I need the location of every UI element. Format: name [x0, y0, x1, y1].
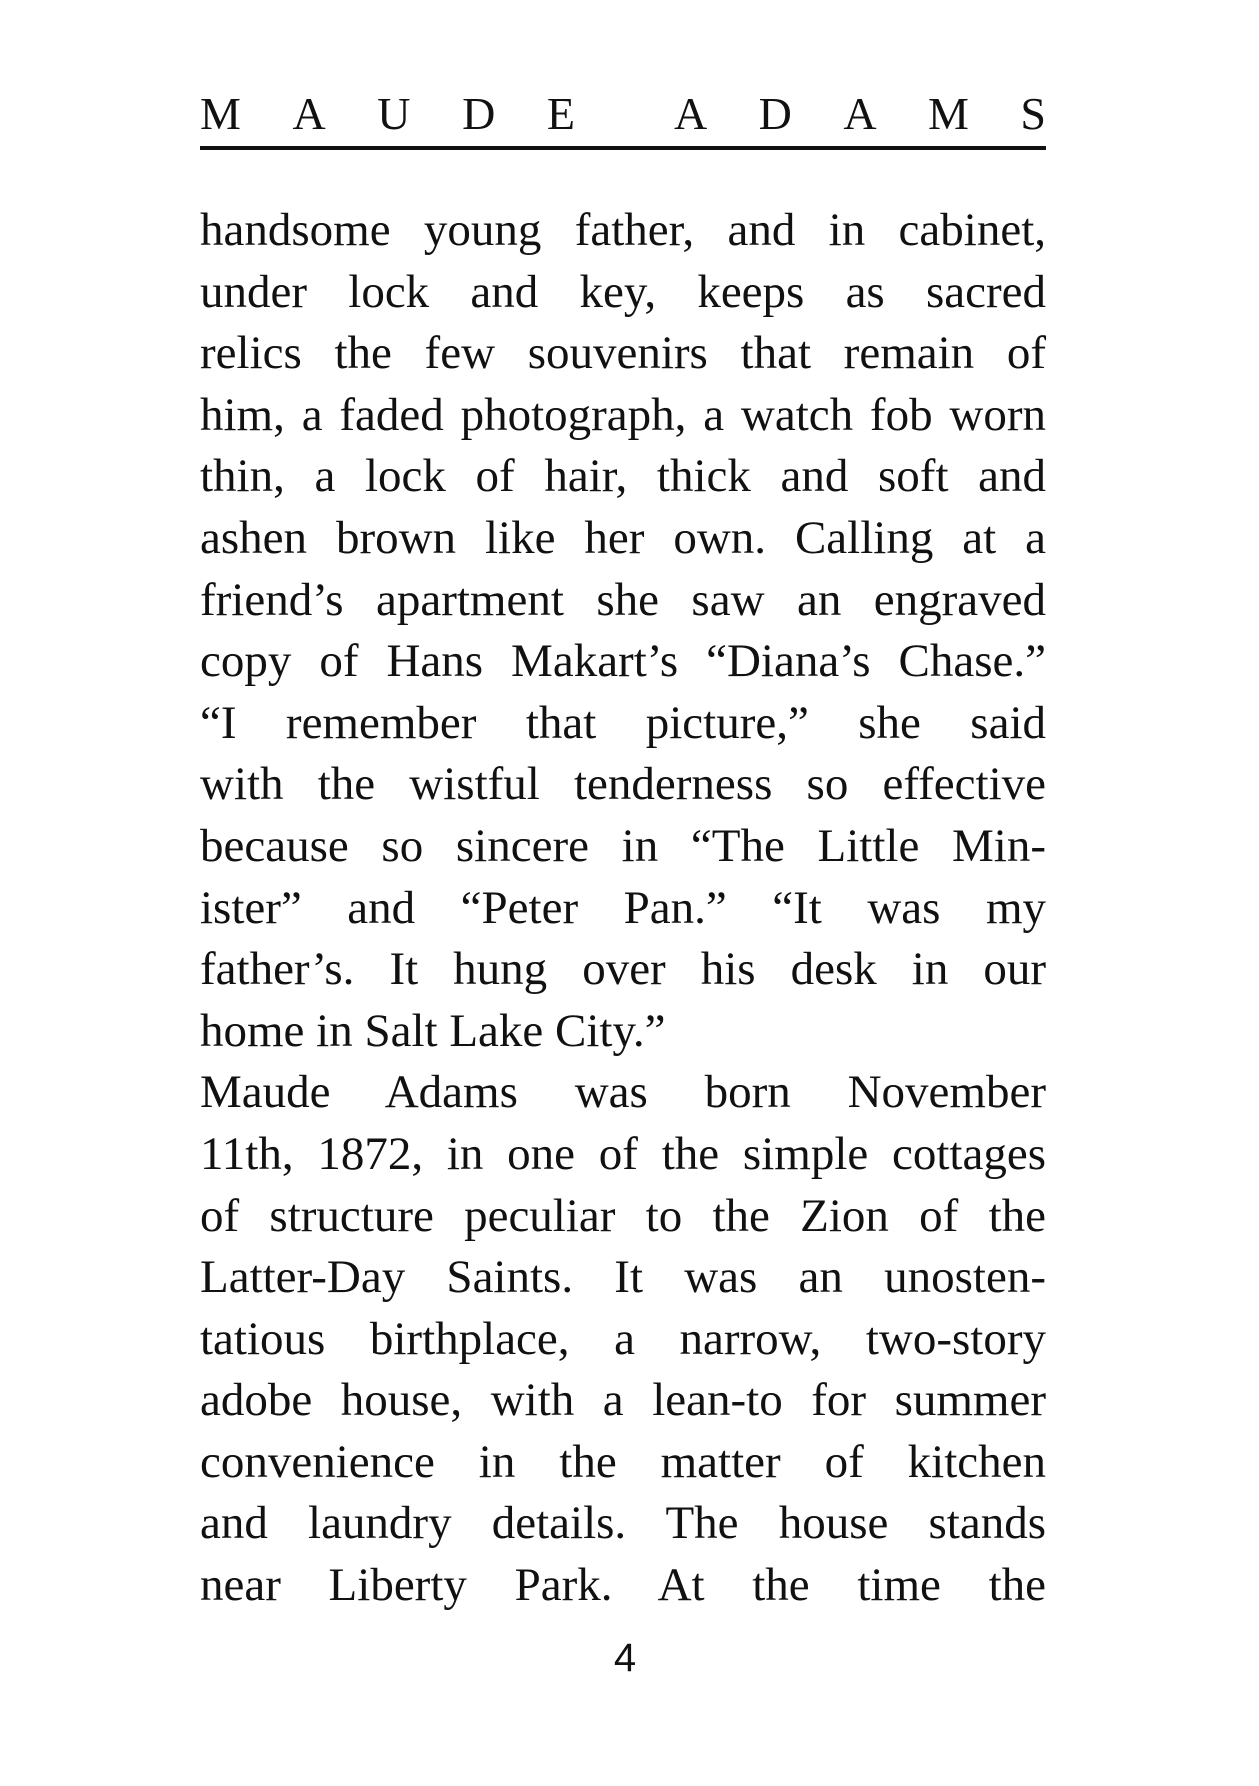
running-head-word-maude	[200, 87, 575, 140]
running-head-letter: U	[377, 87, 411, 139]
text-line: convenience in the matter of kitchen	[200, 1435, 1046, 1488]
running-head-letter: A	[843, 87, 877, 139]
text-line: near Liberty Park. At the time the	[200, 1559, 1046, 1612]
text-line: relics the few souvenirs that remain of	[200, 327, 1046, 380]
text-line: Latter-Day Saints. It was an unosten-	[200, 1251, 1046, 1304]
text-line: because so sincere in “The Little Min-	[200, 819, 1046, 872]
running-head-letter: M	[928, 87, 969, 139]
text-line: friend’s apartment she saw an engraved	[200, 573, 1046, 626]
running-head-letter: D	[758, 87, 792, 139]
text-line: him, a faded photograph, a watch fob worn	[200, 388, 1046, 441]
text-line: “I remember that picture,” she said	[200, 696, 1046, 749]
text-line: thin, a lock of hair, thick and soft and	[200, 450, 1046, 503]
text-line: and laundry details. The house stands	[200, 1497, 1046, 1550]
header-rule	[200, 146, 1046, 150]
page-number: 4	[613, 1636, 637, 1680]
running-head-letter: A	[674, 87, 708, 139]
text-line: copy of Hans Makart’s “Diana’s Chase.”	[200, 635, 1046, 688]
text-line: with the wistful tenderness so effective	[200, 758, 1046, 811]
text-line: of structure peculiar to the Zion of the	[200, 1189, 1046, 1242]
running-head-letter: M	[200, 87, 241, 139]
text-line: 11th, 1872, in one of the simple cottages	[200, 1127, 1046, 1180]
running-head-letter: D	[462, 87, 496, 139]
text-line: under lock and key, keeps as sacred	[200, 265, 1046, 318]
running-head-word-adams	[674, 87, 1046, 140]
text-line: ashen brown like her own. Calling at a	[200, 511, 1046, 564]
text-line: handsome young father, and in cabinet,	[200, 204, 1046, 256]
body-text	[200, 200, 1046, 1617]
text-line: home in Salt Lake City.”	[200, 1004, 666, 1057]
text-line: father’s. It hung over his desk in our	[200, 943, 1046, 996]
running-head	[200, 78, 1046, 148]
text-line: Maude Adams was born November	[200, 1066, 1046, 1119]
running-head-letter: E	[546, 87, 575, 139]
text-line: adobe house, with a lean-to for summer	[200, 1374, 1046, 1427]
text-line: tatious birthplace, a narrow, two-story	[200, 1312, 1046, 1365]
running-head-letter: A	[292, 87, 326, 139]
text-line: ister” and “Peter Pan.” “It was my	[200, 881, 1046, 934]
running-head-letter: S	[1020, 87, 1046, 139]
